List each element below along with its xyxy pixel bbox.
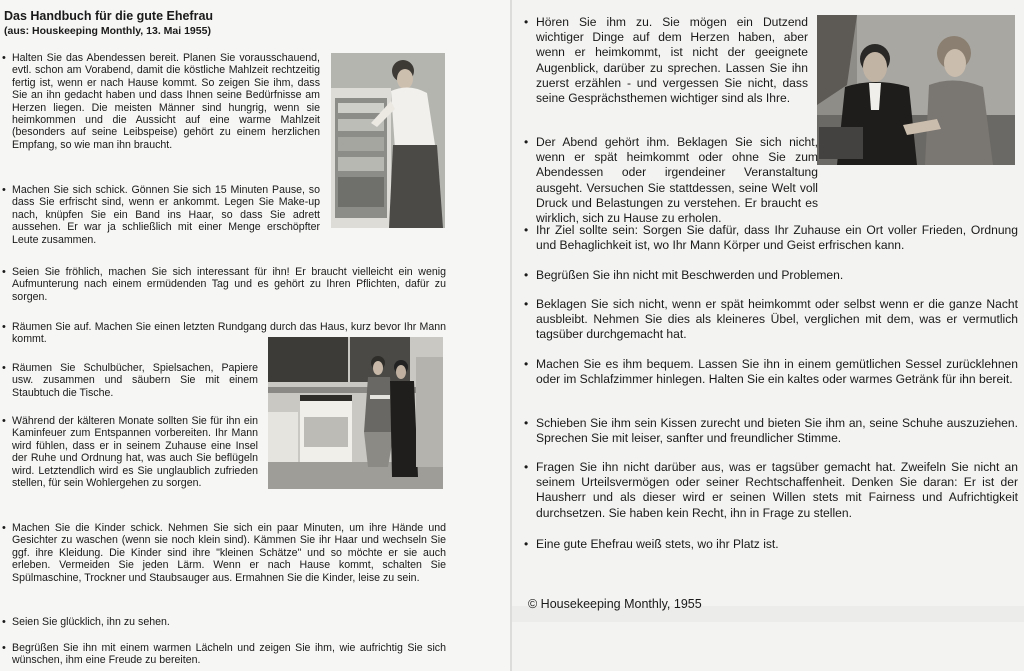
document-title: Das Handbuch für die gute Ehefrau xyxy=(4,9,214,23)
copyright-notice: © Housekeeping Monthly, 1955 xyxy=(528,597,702,611)
list-item: • Begrüßen Sie ihn mit einem warmen Lächeln und zeigen Sie ihm, wie aufrichtig Sie sich wünschen, ihm eine Freude zu bereiten. xyxy=(0,642,446,667)
list-item: • Der Abend gehört ihm. Beklagen Sie sich nicht, wenn er spät heimkommt oder ohne Sie zum Abendessen oder irgendeiner Veranstaltung ausgeht. Versuchen Sie stattdessen, seine Welt voll Druck und Belastungen zu verstehen. Er braucht es wirklich, sich zu Hause zu erholen. xyxy=(522,135,818,226)
list-item: • Räumen Sie Schulbücher, Spielsachen, Papiere usw. zusammen und säubern Sie mit einem Staubtuch die Tische. xyxy=(0,362,258,399)
document-source: (aus: Houskeeping Monthly, 13. Mai 1955) xyxy=(4,25,211,37)
list-item: • Beklagen Sie sich nicht, wenn er spät heimkommt oder selbst wenn er die ganze Nacht ausbleibt. Nehmen Sie dies als kleineres Übel, verglichen mit dem, was er vermutlich tagsüber durchgemacht hat. xyxy=(522,297,1018,343)
list-item: • Seien Sie glücklich, ihn zu sehen. xyxy=(0,616,446,628)
list-item: • Fragen Sie ihn nicht darüber aus, was er tagsüber gemacht hat. Zweifeln Sie nicht an seinem Urteilsvermögen oder seiner Rechtschaffenheit. Denken Sie daran: Er ist der Hausherr und als dieser wird er seinen Willen stets mit Fairness und Aufrichtigkeit durchsetzen. Sie haben kein Recht, ihn in Frage zu stellen. xyxy=(522,460,1018,521)
right-page xyxy=(512,0,1024,671)
list-item: • Halten Sie das Abendessen bereit. Planen Sie vorausschauend, evtl. schon am Vorabend, damit die köstliche Mahlzeit rechtzeitig fertig ist, wenn er nach Hause kommt. So zeigen Sie ihm, dass Sie an ihn gedacht haben und dass Ihnen seine Bedürfnisse am Herzen liegen. Die meisten Männer sind hungrig, wenn sie heimkommen und die Aussicht auf eine warme Mahlzeit (besonders auf seine Leibspeise) gehört zu einem herzlichen Empfang, so wie man ihn braucht. xyxy=(0,52,320,151)
list-item: • Seien Sie fröhlich, machen Sie sich interessant für ihn! Er braucht vielleicht ein wenig Aufmunterung nach einem ermüdenden Tag und es gehört zu Ihren Pflichten, dafür zu sorgen. xyxy=(0,266,446,303)
list-item: • Eine gute Ehefrau weiß stets, wo ihr Platz ist. xyxy=(522,537,1018,552)
photo-woman-refrigerator xyxy=(331,53,445,228)
list-item: • Machen Sie die Kinder schick. Nehmen Sie sich ein paar Minuten, um ihre Hände und Gesichter zu waschen (wenn sie noch klein sind). Kämmen Sie ihr Haar und wechseln Sie ggf. ihre Kleidung. Die Kinder sind ihre "kleinen Schätze" und so möchte er sie auch erleben. Vermeiden Sie jeden Lärm. Wenn er nach Hause kommt, schalten Sie Spülmaschine, Trockner und Staubsauger aus. Ermahnen Sie die Kinder, leise zu sein. xyxy=(0,522,446,584)
list-item: • Schieben Sie ihm sein Kissen zurecht und bieten Sie ihm an, seine Schuhe auszuziehen. Sprechen Sie mit leiser, sanfter und freundlicher Stimme. xyxy=(522,416,1018,446)
list-item: • Räumen Sie auf. Machen Sie einen letzten Rundgang durch das Haus, kurz bevor Ihr Mann kommt. xyxy=(0,321,446,346)
photo-couple-kitchen xyxy=(268,337,443,489)
list-item: • Während der kälteren Monate sollten Sie für ihn ein Kaminfeuer zum Entspannen vorbereiten. Ihr Mann wird fühlen, dass er in seinem Zuhause eine Insel der Ruhe und Ordnung hat, was auch Sie beflügeln wird. Letztendlich wird es Sie unglaublich zufrieden stellen, für sein Wohlergehen zu sorgen. xyxy=(0,415,258,489)
list-item: • Hören Sie ihm zu. Sie mögen ein Dutzend wichtiger Dinge auf dem Herzen haben, aber wenn er heimkommt, ist nicht der geeignete Augenblick, darüber zu sprechen. Lassen Sie ihn zuerst erzählen - und vergessen Sie nicht, dass seine Gesprächsthemen wichtiger sind als Ihre. xyxy=(522,15,808,106)
photo-couple-sofa xyxy=(817,15,1015,165)
list-item: • Begrüßen Sie ihn nicht mit Beschwerden und Problemen. xyxy=(522,268,1018,283)
list-item: • Machen Sie es ihm bequem. Lassen Sie ihn in einem gemütlichen Sessel zurücklehnen oder im Schlafzimmer hinlegen. Halten Sie ein kaltes oder warmes Getränk für ihn bereit. xyxy=(522,357,1018,387)
list-item: • Machen Sie sich schick. Gönnen Sie sich 15 Minuten Pause, so dass Sie erfrischt sind, wenn er ankommt. Legen Sie Make-up nach, knüpfen Sie ein Band ins Haar, so dass Sie adrett aussehen. Er war ja schließlich mit einer Menge erschöpfter Leute zusammen. xyxy=(0,184,320,246)
list-item: • Ihr Ziel sollte sein: Sorgen Sie dafür, dass Ihr Zuhause ein Ort voller Frieden, Ordnung und Behaglichkeit ist, wo Ihr Mann Körper und Geist erfrischen kann. xyxy=(522,223,1018,253)
